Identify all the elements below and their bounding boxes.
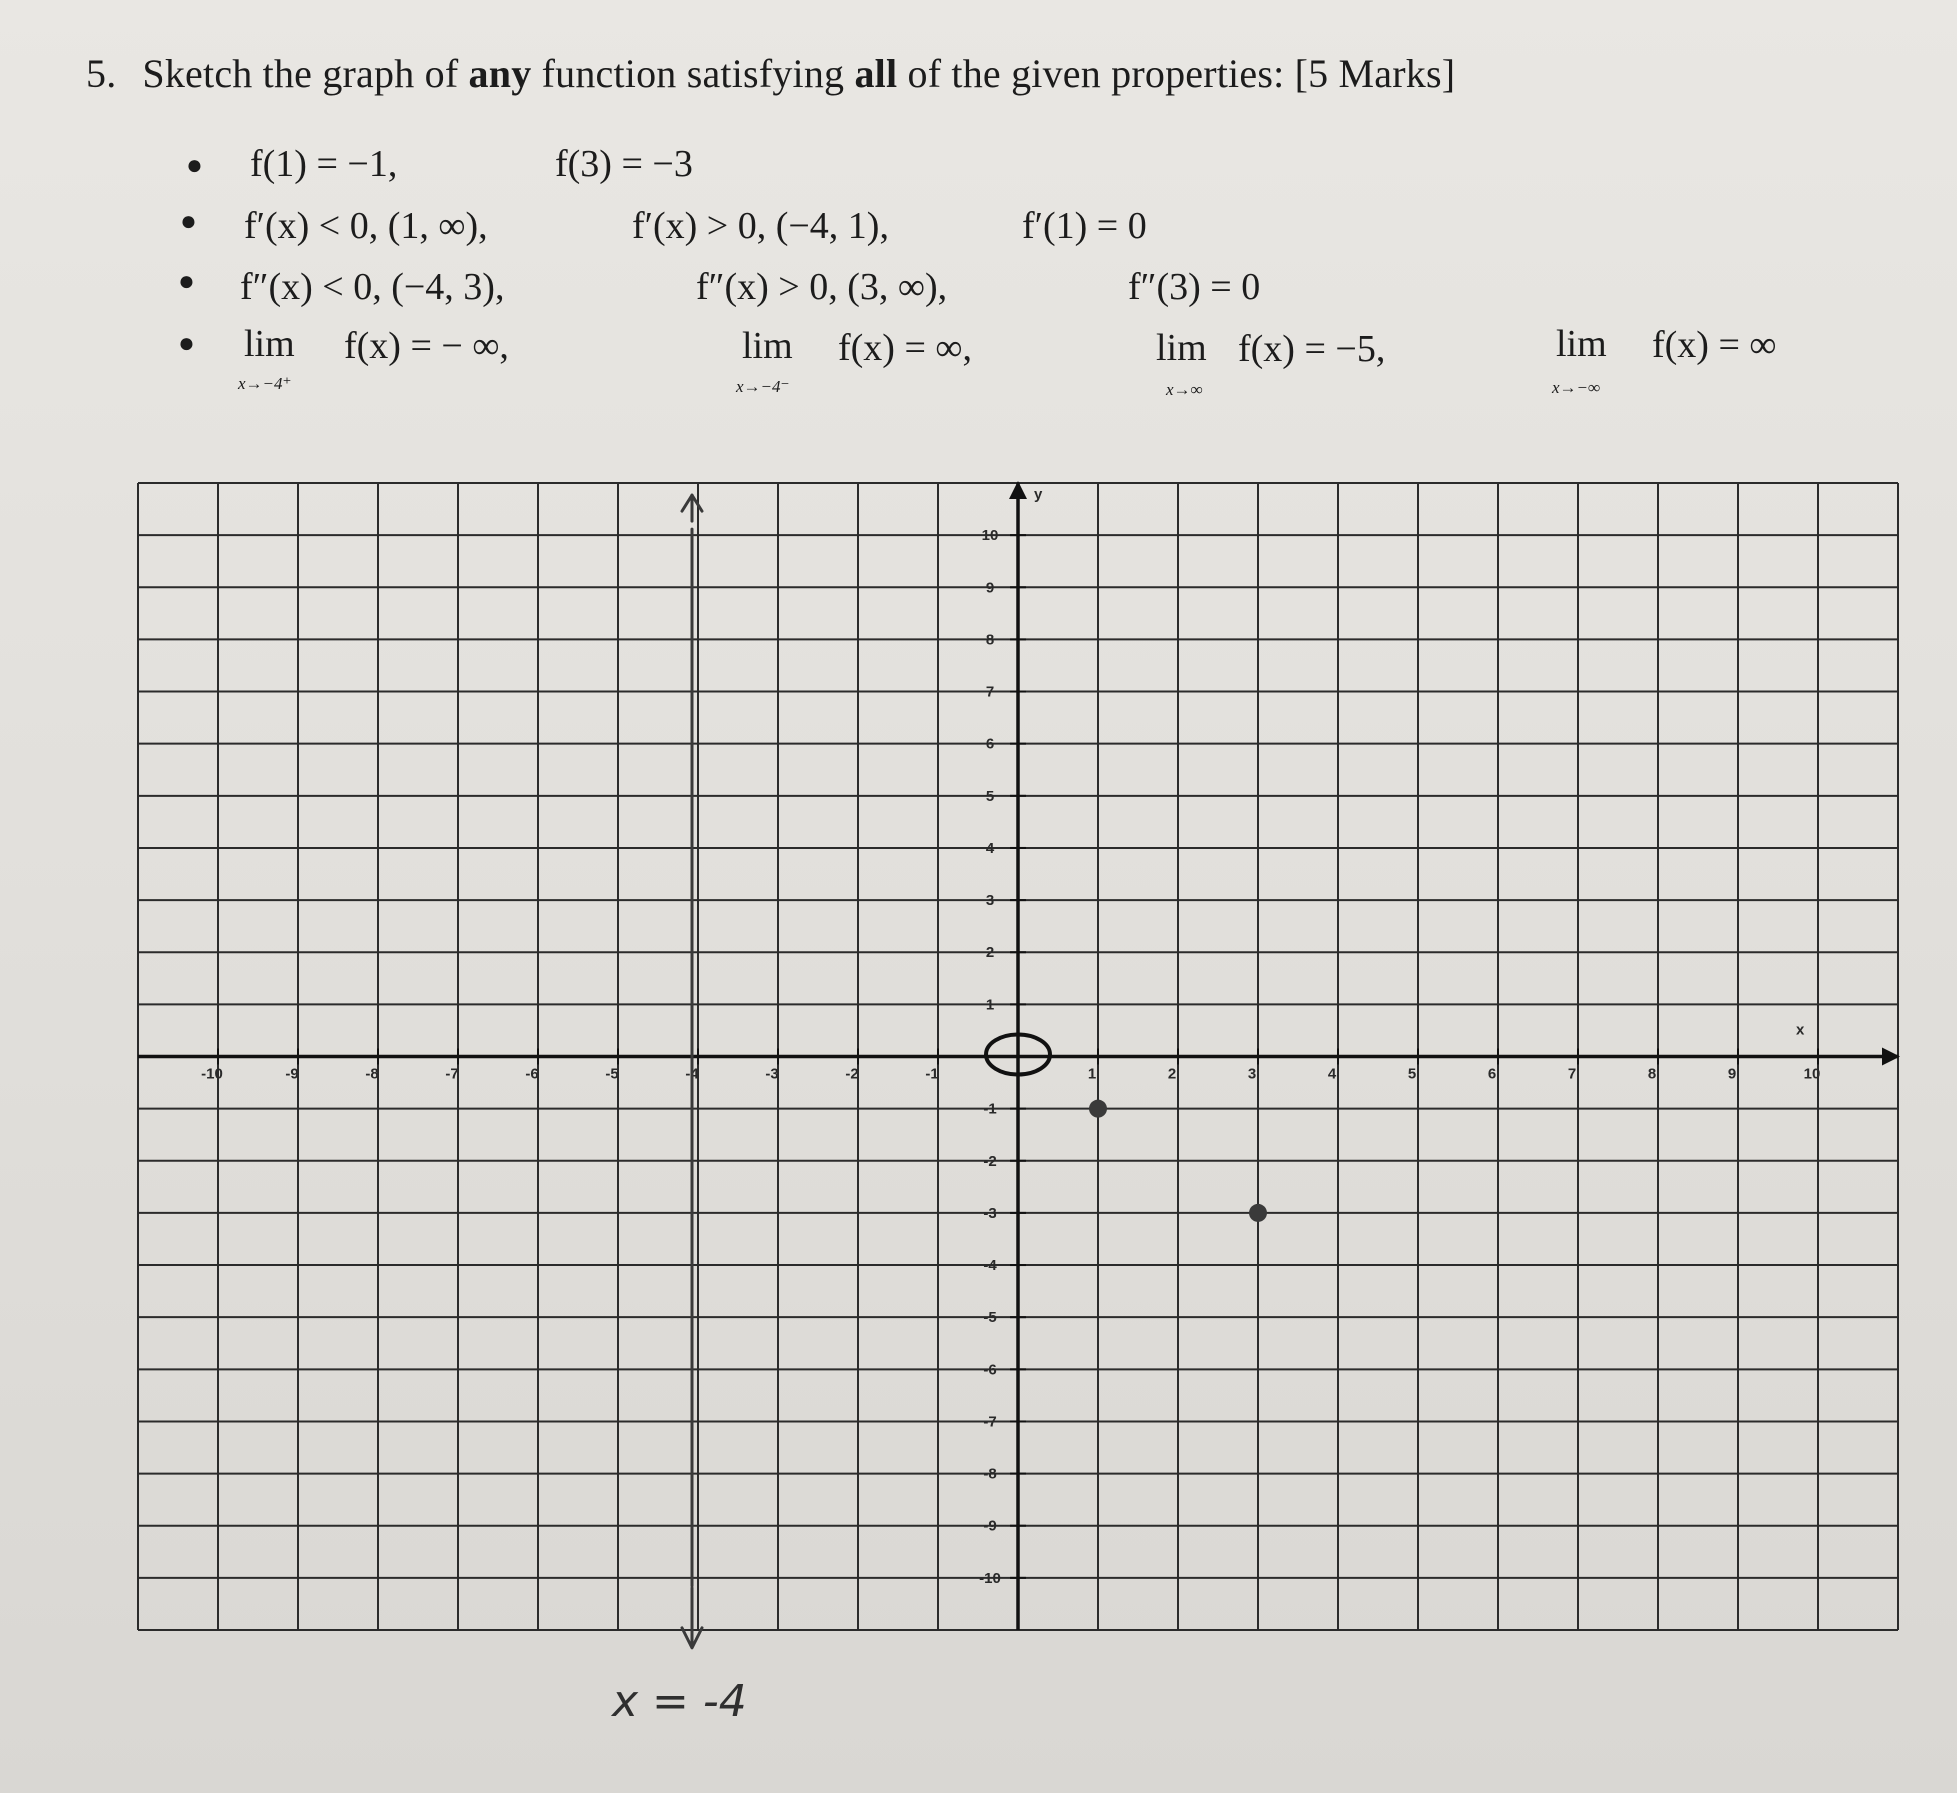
y-tick-label: -6: [983, 1361, 997, 1379]
question-bold-all: all: [854, 51, 898, 96]
y-tick-label: 1: [985, 996, 995, 1014]
x-axis-label: x: [1796, 1021, 1805, 1039]
question-text-part-3: of the given properties: [5 Marks]: [897, 51, 1456, 96]
limit-2-expr: f(x) = ∞,: [838, 327, 972, 369]
y-tick-label: -9: [983, 1517, 997, 1535]
y-axis-label: y: [1034, 486, 1043, 503]
x-tick-label: 5: [1407, 1065, 1417, 1083]
y-tick-label: -10: [979, 1569, 1001, 1587]
x-tick-label: -8: [365, 1065, 379, 1083]
property-fdouble-neg: f″(x) < 0, (−4, 3),: [240, 266, 505, 308]
x-tick-label: 7: [1567, 1065, 1577, 1083]
plotted-point: [1249, 1204, 1267, 1222]
plotted-point: [1089, 1100, 1107, 1118]
property-fdouble-pos: f″(x) > 0, (3, ∞),: [696, 266, 948, 308]
limit-4-sub: x→−∞: [1552, 378, 1601, 397]
x-tick-label: 10: [1803, 1065, 1821, 1083]
x-tick-label: -1: [925, 1065, 939, 1083]
x-tick-label: -9: [285, 1065, 299, 1083]
question-bold-any: any: [468, 51, 532, 96]
x-tick-label: -5: [605, 1065, 619, 1083]
property-f1: f(1) = −1,: [250, 143, 398, 185]
y-tick-label: 7: [985, 683, 995, 701]
y-tick-label: 6: [985, 735, 995, 753]
property-fprime-1: f′(1) = 0: [1022, 205, 1147, 247]
limit-3-expr: f(x) = −5,: [1238, 328, 1386, 370]
y-tick-label: 2: [985, 944, 995, 962]
limit-2-lim: lim: [742, 325, 793, 367]
y-tick-label: -8: [983, 1465, 997, 1483]
limit-2-sub: x→−4⁻: [736, 377, 790, 396]
x-tick-label: 3: [1247, 1065, 1257, 1083]
x-tick-label: -2: [845, 1065, 859, 1083]
x-tick-label: 9: [1727, 1065, 1737, 1083]
x-tick-label: 6: [1487, 1065, 1497, 1083]
axes: [138, 481, 1900, 1630]
bullet-3: ●: [178, 266, 195, 297]
x-tick-label: 1: [1087, 1065, 1097, 1083]
bullet-1: ●: [186, 150, 203, 181]
bullet-2: ●: [180, 206, 197, 237]
y-tick-label: -2: [983, 1152, 997, 1170]
property-fprime-pos: f′(x) > 0, (−4, 1),: [632, 205, 889, 247]
y-tick-label: -7: [983, 1413, 997, 1431]
bullet-4: ●: [178, 328, 195, 359]
limit-1-lim: lim: [244, 323, 295, 365]
x-tick-label: -7: [445, 1065, 459, 1083]
x-tick-label: 8: [1647, 1065, 1657, 1083]
hand-annotations: [610, 495, 747, 1727]
y-tick-label: 4: [985, 839, 995, 857]
limit-4-expr: f(x) = ∞: [1652, 324, 1777, 366]
x-tick-label: -4: [685, 1065, 699, 1083]
y-tick-label: -5: [983, 1309, 997, 1327]
property-fdouble-3: f″(3) = 0: [1128, 266, 1261, 308]
y-tick-label: 3: [985, 892, 995, 910]
x-tick-label: -6: [525, 1065, 539, 1083]
question-text-part-1: Sketch the graph of: [142, 51, 469, 96]
limit-3-sub: x→∞: [1166, 380, 1203, 399]
y-tick-label: 10: [981, 527, 999, 545]
y-tick-label: 5: [985, 787, 995, 805]
y-tick-label: 8: [985, 631, 995, 649]
y-tick-label: -3: [983, 1204, 997, 1222]
y-tick-label: 9: [985, 579, 995, 597]
y-tick-label: -1: [983, 1100, 997, 1118]
property-f3: f(3) = −3: [555, 143, 693, 185]
x-tick-label: 2: [1167, 1065, 1177, 1083]
limit-3-lim: lim: [1156, 327, 1207, 369]
handwritten-asymptote-note: x = -4: [612, 1675, 747, 1727]
limit-1-sub: x→−4⁺: [238, 374, 292, 393]
x-tick-label: 4: [1327, 1065, 1337, 1083]
x-tick-label: -3: [765, 1065, 779, 1083]
y-tick-label: -4: [983, 1257, 997, 1275]
question-number: 5.: [86, 51, 117, 96]
property-fprime-neg: f′(x) < 0, (1, ∞),: [244, 205, 488, 247]
limit-1-expr: f(x) = − ∞,: [344, 325, 509, 367]
x-tick-label: -10: [201, 1065, 223, 1083]
limit-4-lim: lim: [1556, 323, 1607, 365]
question-text-part-2: function satisfying: [531, 51, 855, 96]
